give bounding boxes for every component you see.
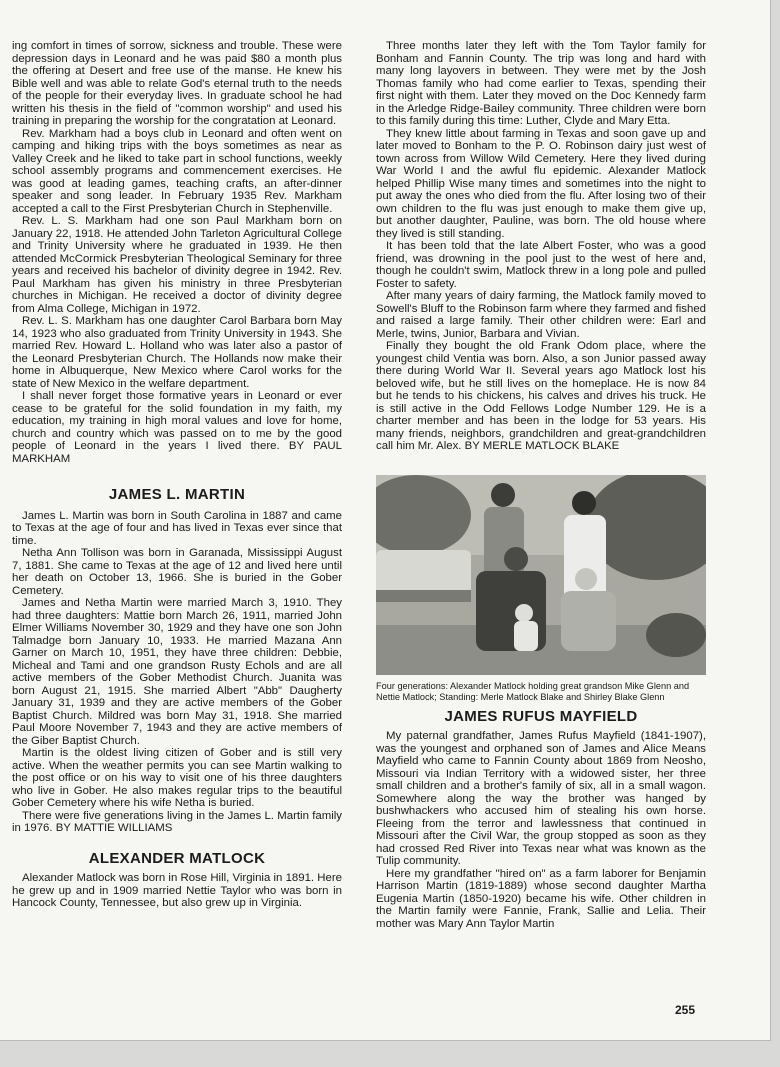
matlock-paragraph: Three months later they left with the Tom Taylor family for Bonham and Fannin County. The trip was long and hard with many long layovers in between. They were met by the Josh Thomas family who had come earlier to Texas, spending their first night with them. Later they moved on the Doc Kennedy farm in the Arledge Ridge-Bailey community. Three children were born to this family during this time: Luther, Clyde and Mary Etta.: [376, 40, 706, 127]
martin-paragraph: James and Netha Martin were married March 3, 1910. They had three daughters: Mattie born March 26, 1911, married John Elmer Williams November 30, 1929 and they have one son John Talmadge born January 10, 1933. He married Mazana Ann Garner on March 10, 1951, they have three children: Debbie, Micheal and Tami and one grandson Rusty Echols and are all active members of the Gober Methodist Church. Juanita was born August 21, 1915. She married Albert "Abb" Daugherty January 31, 1939 and they are active members of the Gober Baptist Church. Mildred was born May 31, 1918. She married Paul Moore November 7, 1943 and they are active members of the Giber Baptist Church.: [12, 597, 342, 747]
markham-paragraph: ing comfort in times of sorrow, sickness and trouble. These were depression days in Leonard and he was paid $80 a month plus the offering at Desert and free use of the manse. He knew his Bible well and was able to relate God's eternal truth to the needs of the people for their everyday lives. In graduate school he had written his thesis in the field of "common worship" and used his training in preparing the worship for the congratation at Leonard.: [12, 40, 342, 127]
martin-paragraph: Martin is the oldest living citizen of Gober and is still very active. When the weather permits you can see Martin walking to the post office or on his way to visit one of his three daughters who live in Gober. He also makes regular trips to the beautiful Gober Cemetery where his wife Netha is buried.: [12, 747, 342, 809]
martin-paragraph: James L. Martin was born in South Carolina in 1887 and came to Texas at the age of four and has lived in Texas ever since that time.: [12, 509, 342, 547]
mayfield-paragraph: My paternal grandfather, James Rufus Mayfield (1841-1907), was the youngest and orphaned son of James and Alice Means Mayfield who came to Fannin County about 1869 from Neosho, Missouri via Indian Territory with a widowed sister, her three small children and a brother's family of six, all in a small wagon. Somewhere along the way the brother was hanged by bushwhackers who accused him of stealing his own horse. Fleeing from the terror and lawlessness that continued in Missouri after the Civil War, the group stopped as soon as they had crossed Red River into Texas near what was known as the Tulip community.: [376, 730, 706, 867]
markham-paragraph: Rev. L. S. Markham had one son Paul Markham born on January 22, 1918. He attended John Tarleton Agricultural College and Trinity University where he graduated in 1939. He then attended McCormick Presbyterian Theological Seminary for three years and received his bachelor of divinity degree in 1942. Rev. Paul Markham has given his ministry in three Presbyterian churches in Michigan. He received a doctor of divinity degree from Alma College, Michigan in 1972.: [12, 215, 342, 315]
family-photo: [376, 475, 706, 675]
matlock-heading: ALEXANDER MATLOCK: [88, 849, 266, 867]
family-photo-illustration: [376, 475, 706, 675]
martin-heading: JAMES L. MARTIN: [108, 486, 246, 503]
martin-paragraph: Netha Ann Tollison was born in Garanada, Mississippi August 7, 1881. She came to Texas at the age of 12 and lived here until her death on October 13, 1966. She is buried in the Gober Cemetery.: [12, 547, 342, 597]
markham-paragraph: I shall never forget those formative years in Leonard or ever cease to be grateful for the solid foundation in my faith, my education, my training in high moral values and love for home, church and country which was passed on to me by the good people of Leonard in the years I lived there. BY PAUL MARKHAM: [12, 390, 342, 465]
matlock-paragraph: Finally they bought the old Frank Odom place, where the youngest child Ventia was born. Also, a son Junior passed away there during World War II. Several years ago Matlock lost his beloved wife, but he still lives on the homeplace. He is now 84 but he tends to his chickens, his calves and drives his truck. He is still active in the Odd Fellows Lodge Number 129. He is a charter member and has been in the lodge for 53 years. His many friends, neighbors, grandchildren and great-grandchildren call him Mr. Alex. BY MERLE MATLOCK BLAKE: [376, 340, 706, 452]
martin-paragraph: There were five generations living in the James L. Martin family in 1976. BY MATTIE WILLIAMS: [12, 809, 342, 834]
markham-paragraph: Rev. L. S. Markham has one daughter Carol Barbara born May 14, 1923 who also graduated from Trinity University in 1943. She married Rev. Howard L. Holland who was later also a pastor of the Leonard Presbyterian Church. The Hollands now make their home in Albuquerque, New Mexico where Carol works for the state of New Mexico in the welfare department.: [12, 315, 342, 390]
matlock-paragraph: It has been told that the late Albert Foster, who was a good friend, was drowning in the pool just to the west of here and, though he couldn't swim, Matlock threw in a long pole and pulled Foster to safety.: [376, 240, 706, 290]
markham-paragraph: Rev. Markham had a boys club in Leonard and often went on camping and hiking trips with the boys sometimes as near as Valley Creek and he liked to take part in school functions, weekly school assembly programs and commencement exercises. He was good at leading games, teaching crafts, an after-dinner speaker and song leader. In February 1935 Rev. Markham accepted a call to the First Presbyterian Church in Stephenville.: [12, 127, 342, 215]
mayfield-paragraph: Here my grandfather "hired on" as a farm laborer for Benjamin Harrison Martin (1819-1889) whose second daughter Martha Eugenia Martin (1850-1920) became his wife. Other children in the Martin family were Fannie, Frank, Sallie and Lelia. Their mother was Mary Ann Taylor Martin: [376, 867, 706, 930]
mayfield-heading: JAMES RUFUS MAYFIELD: [444, 707, 638, 725]
right-column: [376, 40, 706, 930]
left-column: [12, 40, 342, 910]
matlock-paragraph: After many years of dairy farming, the Matlock family moved to Sowell's Bluff to the Robinson farm where they farmed and fished and raised a large family. Their other children were: Earl and Merle, twins, Junior, Barbara and Vivian.: [376, 290, 706, 340]
matlock-paragraph: Alexander Matlock was born in Rose Hill, Virginia in 1891. Here he grew up and in 1909 married Nettie Taylor who was born in Hancock County, Tennessee, but also grew up in Virginia.: [12, 872, 342, 909]
matlock-paragraph: They knew little about farming in Texas and soon gave up and later moved to Bonham to the P. O. Robinson dairy just west of town across from Willow Wild Cemetery. Here they lived during War World I and the awful flu epidemic. Alexander Matlock helped Phillip Wise many times and sometimes into the night to put away the ones who died from the flu. After losing two of their own children to the flu was just enough to make them give up, but another daughter, Pauline, was born. The old house where they lived is still standing.: [376, 127, 706, 240]
photo-caption: Four generations: Alexander Matlock holding great grandson Mike Glenn and Nettie Matlock; Standing: Merle Matlock Blake and Shirley Blake Glenn: [376, 680, 690, 702]
page-number: 255: [675, 1003, 696, 1017]
